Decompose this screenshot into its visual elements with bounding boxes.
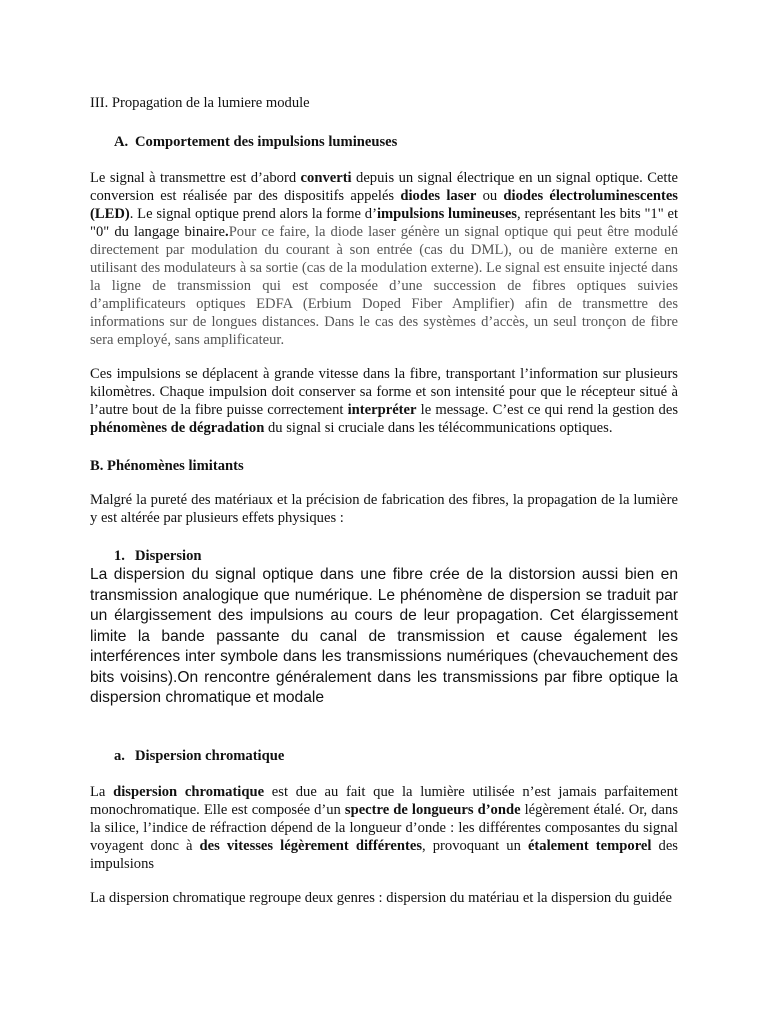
section-a-title: Comportement des impulsions lumineuses	[135, 134, 398, 150]
text-run: depuis un signal électrique en un signal optique. Cette conversion est réalisée par des dispositifs appelés	[90, 170, 678, 204]
text-run: Ces impulsions se déplacent à grande vitesse dans la fibre, transportant l’information sur plusieurs kilomètres. Chaque impulsion doit conserver sa forme et son intensité pour que le récepteur situé à l’autre bout de la fibre puisse correctement	[90, 366, 678, 418]
text-run: ou	[476, 188, 504, 204]
bold-run: diodes électroluminescentes (LED)	[90, 188, 678, 222]
text-run: des impulsions	[90, 837, 678, 872]
text-run: Le signal à transmettre est d’abord	[90, 170, 301, 186]
text-run: La	[90, 783, 114, 800]
bold-run: interpréter	[347, 402, 417, 418]
text-run: . Le signal optique prend alors la forme d’	[129, 206, 377, 222]
text-run: est due au fait que la lumière utilisée n’est jamais parfaitement monochromatique. Elle est composée d’un	[90, 783, 678, 818]
section-a-paragraph-2	[90, 365, 678, 437]
bold-run: étalement temporel	[527, 837, 652, 854]
bold-run: phénomènes de dégradation	[90, 420, 265, 436]
text-run: , représentant les bits "1" et "0" du langage binaire	[90, 206, 678, 240]
text-run: , provoquant un	[422, 837, 528, 854]
chromatic-paragraph-1	[90, 783, 678, 873]
dispersion-paragraph: La dispersion du signal optique dans une fibre crée de la distorsion aussi bien en transmission analogique que numérique. Le phénomène de dispersion se traduit par un élargissement des impulsions au cours de leur propagation. Cet élargissement limite la bande passante du canal de transmission et cause également les interférences inter symbole dans les transmissions numériques (chevauchement des bits voisins).On rencontre généralement dans les transmissions par fibre optique la dispersion chromatique et modale	[90, 566, 678, 706]
bold-run: dispersion chromatique	[113, 783, 265, 800]
dispersion-title: Dispersion	[135, 548, 202, 564]
text-run: du signal si cruciale dans les télécommunications optiques.	[264, 420, 613, 436]
dispersion-number: 1.	[114, 548, 125, 564]
bold-run: spectre de longueurs d’onde	[344, 801, 521, 818]
bold-run: diodes laser	[400, 188, 477, 204]
dispersion-heading	[90, 547, 678, 565]
section-b-paragraph: Malgré la pureté des matériaux et la précision de fabrication des fibres, la propagation de la lumière y est altérée par plusieurs effets physiques :	[90, 492, 678, 526]
bold-run: converti	[300, 170, 352, 186]
section-b-heading: B. Phénomènes limitants	[90, 458, 244, 474]
section-a-paragraph-1	[90, 169, 678, 349]
chromatic-number: a.	[114, 747, 125, 764]
chromatic-paragraph-2: La dispersion chromatique regroupe deux genres : dispersion du matériau et la dispersion du guidée	[90, 889, 672, 906]
text-run: le message. C’est ce qui rend la gestion des	[416, 402, 678, 418]
bold-run: des vitesses légèrement différentes	[199, 837, 423, 854]
gray-text-run: Pour ce faire, la diode laser génère un signal optique qui peut être modulé directement par modulation du courant à son entrée (cas du DML), ou de manière externe en utilisant des modulateurs à sa sortie (cas de la modulation externe). Le signal est ensuite injecté dans la ligne de transmission qui est composée d’une succession de fibres optiques suivies d’amplificateurs optiques EDFA (Erbium Doped Fiber Amplifier) afin de transmettre des informations sur de longues distances. Dans le cas des systèmes d’accès, un seul tronçon de fibre sera employé, sans amplificateur.	[90, 224, 678, 348]
chromatic-title: Dispersion chromatique	[135, 747, 285, 764]
section-a-heading	[90, 133, 678, 151]
section-a-number: A.	[114, 134, 129, 150]
text-run: légèrement étalé. Or, dans la silice, l’indice de réfraction dépend de la longueur d’onde : les différentes composantes du signal voyagent donc à	[90, 801, 679, 854]
bold-run: impulsions lumineuses	[376, 206, 517, 222]
page-title: III. Propagation de la lumiere module	[90, 95, 310, 111]
bold-run: .	[225, 224, 229, 240]
chromatic-heading	[90, 747, 678, 765]
